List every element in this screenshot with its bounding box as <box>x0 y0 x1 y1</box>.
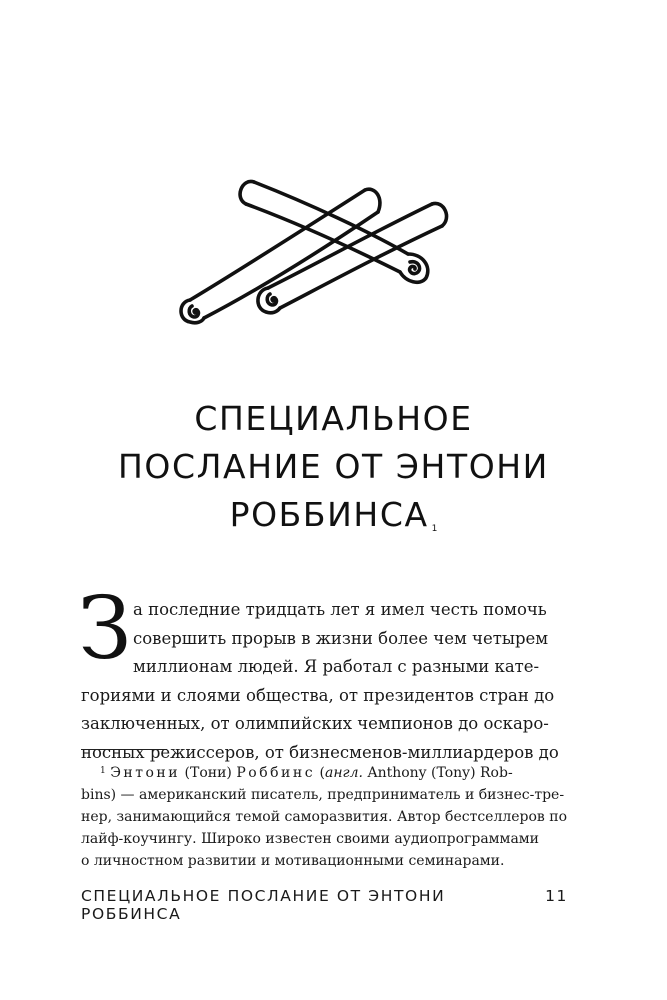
footnote-divider <box>81 749 167 750</box>
footnote-line <box>81 762 568 784</box>
footnote-nickname: (Тони) <box>184 765 232 781</box>
body-line: миллионам людей. Я работал с разными кате- <box>133 657 540 676</box>
footnote <box>81 762 568 872</box>
running-title: СПЕЦИАЛЬНОЕ ПОСЛАНИЕ ОТ ЭНТОНИ РОББИНСА <box>81 887 446 923</box>
chapter-title-line-2: ПОСЛАНИЕ ОТ ЭНТОНИ <box>118 447 549 486</box>
chapter-title-line-1: СПЕЦИАЛЬНОЕ <box>194 399 473 438</box>
body-line: носных режиссеров, от бизнесменов-миллиардеров до <box>81 742 559 762</box>
footnote-line: bins) — американский писатель, предприниматель и бизнес-тре- <box>81 787 565 803</box>
body-line: гориями и слоями общества, от президентов стран до <box>81 685 555 705</box>
footnote-original-name: Anthony (Tony) Rob- <box>367 765 513 781</box>
footnote-language-label: англ. <box>324 765 363 781</box>
footnote-line: лайф-коучингу. Широко известен своими аудиопрограммами <box>81 831 540 847</box>
body-line: а последние тридцать лет я имел честь помочь <box>133 600 547 619</box>
footnote-reference[interactable]: 1 <box>431 524 438 534</box>
chapter-title-line-3 <box>0 491 667 539</box>
cinnamon-sticks-icon <box>170 168 470 328</box>
page-number: 11 <box>545 887 568 905</box>
footnote-number: 1 <box>100 766 106 776</box>
footnote-line: нер, занимающийся темой саморазвития. Автор бестселлеров по <box>81 809 568 825</box>
footnote-paren: ( <box>319 765 325 781</box>
running-footer <box>81 887 568 923</box>
footnote-surname: Роббинс <box>236 765 316 781</box>
body-line: совершить прорыв в жизни более чем четырем <box>133 628 549 648</box>
footnote-name: Энтони <box>110 765 181 781</box>
body-line: заключенных, от олимпийских чемпионов до оскаро- <box>81 714 549 733</box>
chapter-title <box>0 395 667 539</box>
chapter-title-line-3-text: РОББИНСА <box>229 495 429 534</box>
footnote-line: о личностном развитии и мотивационными семинарами. <box>81 853 505 869</box>
body-paragraph <box>81 596 568 767</box>
drop-cap: З <box>78 579 132 679</box>
